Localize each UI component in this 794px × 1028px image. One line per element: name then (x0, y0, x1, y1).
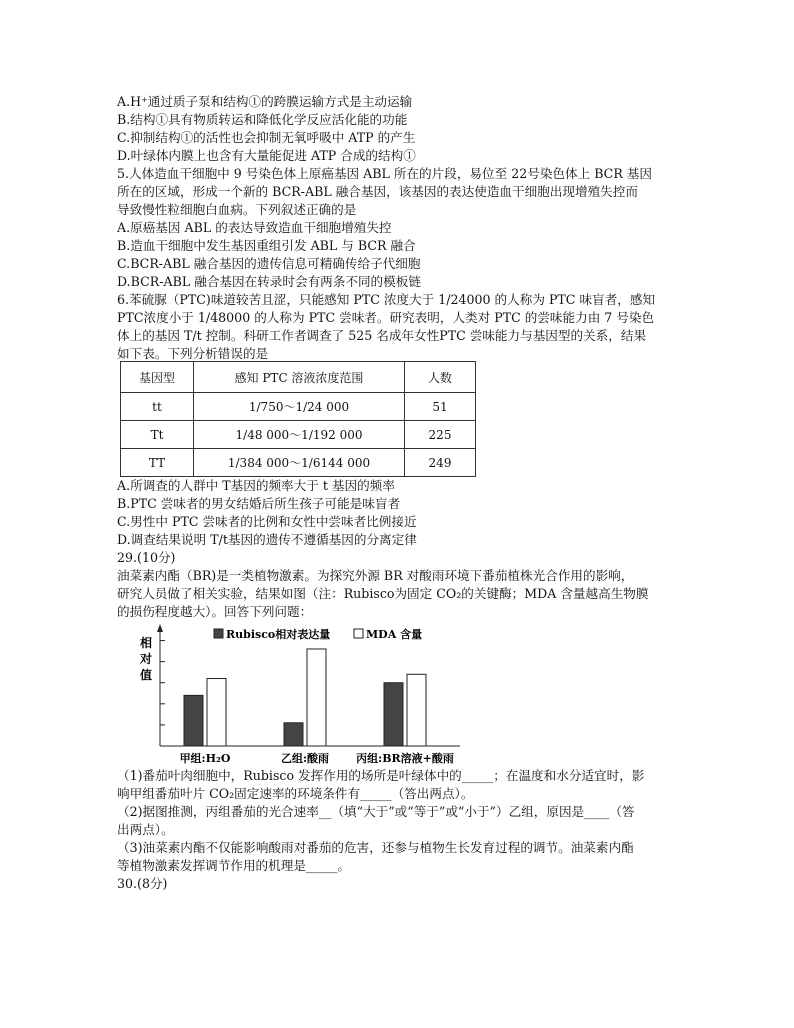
table-header-row (121, 362, 476, 393)
option-b: B.造血干细胞中发生基因重组引发 ABL 与 BCR 融合 (117, 238, 416, 253)
table-header: 感知 PTC 溶液浓度范围 (194, 362, 405, 393)
option-c: C.BCR-ABL 融合基因的遗传信息可精确传给子代细胞 (117, 256, 421, 271)
line: 等植物激素发挥调节作用的机理是_____。 (117, 858, 350, 873)
line: 的损伤程度越大）。回答下列问题： (117, 604, 313, 619)
option-d: D.调查结果说明 T/t基因的遗传不遵循基因的分离定律 (117, 532, 417, 547)
question-6-stem: 6.苯硫脲（PTC)味道较苦且涩，只能感知 PTC 浓度大于 1/24000 的人称为 PTC 味盲者，感知 (117, 292, 656, 307)
option-a: A.原癌基因 ABL 的表达导致造血干细胞增殖失控 (117, 220, 392, 235)
table-cell: 1/750～1/24 000 (194, 393, 405, 421)
table-cell: Tt (121, 421, 194, 449)
legend-swatch-rubisco (214, 629, 223, 638)
table-cell: 249 (405, 449, 476, 477)
y-axis-label-char-1: 相 (140, 636, 153, 650)
genotype-table (120, 361, 476, 477)
bar-rubisco-2 (384, 683, 403, 746)
sub-question-2: （2)据图推测，丙组番茄的光合速率__（填“大于”或“等于”或“小于”）乙组，原因是____（答 (117, 804, 635, 819)
table-cell: TT (121, 449, 194, 477)
option-a: A.所调查的人群中 T基因的频率大于 t 基因的频率 (117, 478, 395, 493)
question-29-heading: 29.(10分) (117, 550, 176, 565)
option-c: C.男性中 PTC 尝味者的比例和女性中尝味者比例接近 (117, 514, 417, 529)
bar-mda-0 (207, 679, 226, 746)
x-category-label: 甲组:H₂O (179, 752, 231, 765)
line: B.结构①具有物质转运和降低化学反应活化能的功能 (117, 112, 408, 127)
table-cell: 225 (405, 421, 476, 449)
legend-label-rubisco: Rubisco相对表达量 (226, 628, 331, 641)
question-5-stem: 5.人体造血干细胞中 9 号染色体上原癌基因 ABL 所在的片段，易位至 22号染色体上 BCR 基因 (117, 166, 652, 181)
bar-mda-1 (307, 649, 326, 746)
y-axis-label-char-3: 值 (140, 668, 153, 682)
line: 导致慢性粒细胞白血病。下列叙述正确的是 (117, 202, 357, 217)
y-axis-label-char-2: 对 (140, 652, 153, 666)
line: A.H⁺通过质子泵和结构①的跨膜运输方式是主动运输 (117, 94, 413, 109)
bar-rubisco-0 (184, 695, 203, 746)
bar-chart (128, 620, 468, 770)
legend-swatch-mda (354, 629, 363, 638)
table-header: 基因型 (121, 362, 194, 393)
sub-question-3: （3)油菜素内酯不仅能影响酸雨对番茄的危害，还参与植物生长发育过程的调节。油菜素内酯 (117, 840, 634, 855)
line: C.抑制结构①的活性也会抑制无氧呼吸中 ATP 的产生 (117, 130, 416, 145)
table-cell: 1/384 000～1/6144 000 (194, 449, 405, 477)
y-axis-arrow (157, 624, 163, 632)
option-b: B.PTC 尝味者的男女结婚后所生孩子可能是味盲者 (117, 496, 401, 511)
table-header: 人数 (405, 362, 476, 393)
table-cell: 1/48 000～1/192 000 (194, 421, 405, 449)
sub-question-1: （1)番茄叶肉细胞中，Rubisco 发挥作用的场所是叶绿体中的_____；在温度和水分适宜时，影 (117, 768, 645, 783)
bar-mda-2 (407, 674, 426, 746)
line: 响甲组番茄叶片 CO₂固定速率的环境条件有_____（答出两点）。 (117, 786, 474, 801)
bar-rubisco-1 (284, 723, 303, 746)
question-29-stem: 油菜素内酯（BR)是一类植物激素。为探究外源 BR 对酸雨环境下番茄植株光合作用的影响， (117, 568, 634, 583)
line: 体上的基因 T/t 控制。科研工作者调查了 525 名成年女性PTC 尝味能力与基因型的关系，结果 (117, 328, 647, 343)
table-row (121, 393, 476, 421)
line: 出两点）。 (117, 822, 174, 837)
table-row (121, 421, 476, 449)
table-row (121, 449, 476, 477)
table-cell: tt (121, 393, 194, 421)
option-d: D.BCR-ABL 融合基因在转录时会有两条不同的模板链 (117, 274, 421, 289)
line: PTC浓度小于 1/48000 的人称为 PTC 尝味者。研究表明，人类对 PTC 的尝味能力由 7 号染色 (117, 310, 655, 325)
x-category-label: 丙组:BR溶液+酸雨 (356, 752, 454, 765)
line: 研究人员做了相关实验，结果如图（注：Rubisco为固定 CO₂的关键酶；MDA 含量越高生物膜 (117, 586, 649, 601)
legend-label-mda: MDA 含量 (366, 628, 423, 641)
line: D.叶绿体内膜上也含有大量能促进 ATP 合成的结构① (117, 148, 416, 163)
x-category-label: 乙组:酸雨 (280, 752, 330, 765)
table-cell: 51 (405, 393, 476, 421)
line: 如下表。下列分析错误的是 (117, 346, 269, 361)
line: 所在的区域，形成一个新的 BCR-ABL 融合基因，该基因的表达使造血干细胞出现增殖失控而 (117, 184, 638, 199)
question-30-heading: 30.(8分) (117, 876, 168, 891)
